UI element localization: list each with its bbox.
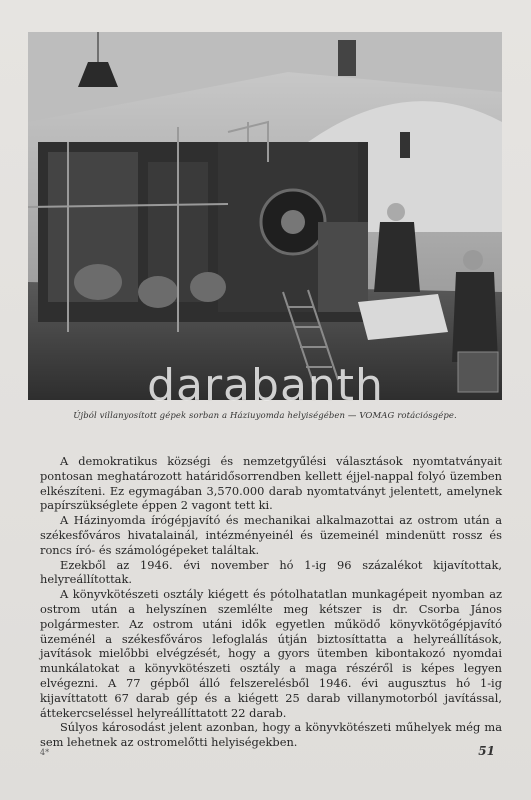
watermark: darabanth [147, 360, 384, 411]
article-body [40, 454, 502, 750]
paragraph: A könyvkötészeti osztály kiégett és pótolhatatlan munkagépeit nyomban az ostrom után a helyszínen szemlélte meg kétszer is dr. Csorba János polgármester. Az ostrom utáni idők egyetlen működő könyvkötőgépjavító üzeménél a székesfőváros lefoglalás útján biztosíttatta a helyreállítások, javítások mielőbbi elvégzését, hogy a gyors ütemben kibontakozó nyomdai munkálatokat a könyvkötészeti osztály a maga részéről is képes legyen elvégezni. A 77 gépből álló felszerelésből 1946. évi augusztus hó 1-ig kijavíttatott 67 darab gép és a kiégett 25 darab villanymotorból javítással, áttekercseléssel helyreállíttatott 22 darab. [40, 587, 502, 720]
paragraph: Ezekből az 1946. évi november hó 1-ig 96 százalékot kijavítottak, helyreállítottak. [40, 557, 502, 587]
signature-mark: 4* [40, 748, 50, 757]
paragraph: Súlyos károsodást jelent azonban, hogy a könyvkötészeti műhelyek még ma sem lehetnek az ostromelőtti helyiségekben. [40, 720, 502, 750]
printing-press-photo [28, 32, 502, 400]
page-number: 51 [478, 744, 495, 758]
paragraph: A demokratikus községi és nemzetgyűlési választások nyomtatványait pontosan meghatározott határidősorrendben kellett éjjel-nappal folyó üzemben elkészíteni. Ez egymagában 3,570.000 darab nyomtatványt jelentett, amelynek papírszükséglete éppen 2 vagont tett ki. [40, 454, 502, 513]
photo-caption: Újból villanyosított gépek sorban a Háziuyomda helyiségében — VOMAG rotációsgépe. [73, 411, 457, 421]
photo-illustration [28, 32, 502, 400]
paragraph: A Házinyomda írógépjavító és mechanikai alkalmazottai az ostrom után a székesfőváros hivatalainál, intézményeinél és üzemeinél mindenütt rossz és roncs író- és számológépeket találtak. [40, 513, 502, 557]
